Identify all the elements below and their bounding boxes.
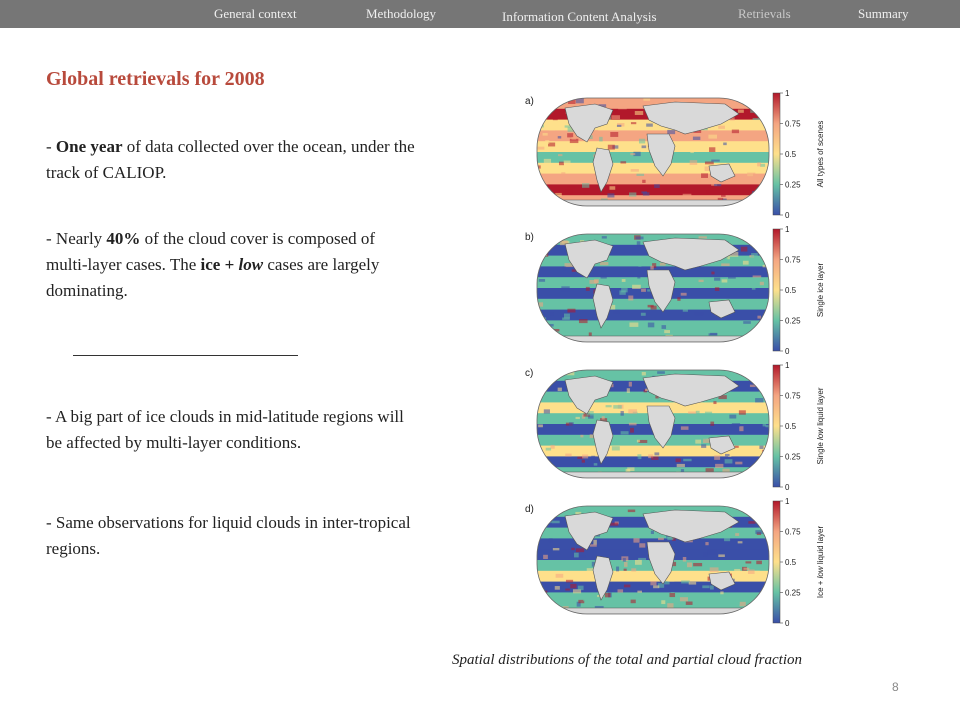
panel-letter: b)	[525, 232, 534, 243]
colorbar-tick-label: 0.75	[785, 119, 801, 129]
nav-summary[interactable]: Summary	[858, 6, 909, 21]
colorbar-tick-label: 0	[785, 619, 790, 628]
top-navigation-bar	[0, 0, 960, 28]
bullet-text: - Nearly	[46, 229, 107, 248]
colorbar-label: Single low liquid layer	[816, 387, 825, 465]
colorbar-tick-label: 0.75	[785, 527, 801, 537]
colorbar-tick-label: 1	[785, 361, 790, 370]
map-panel	[525, 225, 835, 356]
colorbar-tick-label: 0	[785, 483, 790, 492]
map-figure	[525, 497, 835, 628]
panel-letter: a)	[525, 96, 534, 107]
nav-retrievals[interactable]: Retrievals	[738, 6, 791, 21]
map-figure	[525, 89, 835, 220]
bullet-ice-clouds: - A big part of ice clouds in mid-latitude regions will be affected by multi-layer conditions.	[46, 407, 404, 452]
colorbar-label: Ice + low liquid layer	[816, 525, 825, 599]
ocean-field	[537, 234, 775, 346]
colorbar	[773, 229, 780, 351]
bullet-liquid-clouds: - Same observations for liquid clouds in inter-tropical regions.	[46, 513, 411, 558]
bullet-text: cases are largely dominating.	[46, 255, 380, 300]
colorbar-tick-label: 0.5	[785, 286, 797, 295]
colorbar	[773, 93, 780, 215]
colorbar-tick-label: 1	[785, 225, 790, 234]
bullet-bold-text: ice +	[200, 255, 235, 274]
colorbar-tick-label: 0	[785, 347, 790, 356]
bullet-text: of data collected over the ocean, under the track of CALIOP.	[46, 137, 415, 182]
bullet-bold-text: 40%	[106, 229, 141, 248]
colorbar-tick-label: 0.75	[785, 255, 801, 265]
colorbar-label: Single ice layer	[816, 262, 825, 318]
ocean-field	[537, 370, 776, 482]
bullet-text: -	[46, 137, 56, 156]
panel-letter: d)	[525, 504, 534, 515]
bullet-multilayer	[46, 226, 416, 304]
nav-methodology[interactable]: Methodology	[366, 6, 437, 21]
slide-title: Global retrievals for 2008	[46, 68, 265, 90]
map-figure	[525, 225, 835, 356]
colorbar-tick-label: 0.5	[785, 150, 797, 159]
colorbar-tick-label: 1	[785, 497, 790, 506]
colorbar	[773, 501, 780, 623]
colorbar-tick-label: 0.25	[785, 316, 801, 326]
colorbar-tick-label: 0	[785, 211, 790, 220]
map-panel	[525, 89, 835, 220]
bullet-bold-italic-text: low	[238, 255, 264, 274]
ocean-field	[537, 98, 773, 209]
colorbar-tick-label: 0.25	[785, 452, 801, 462]
colorbar-tick-label: 0.25	[785, 180, 801, 190]
ocean-field	[537, 506, 773, 616]
map-panel	[525, 361, 835, 492]
colorbar-label: All types of scenes	[816, 120, 825, 188]
page-number: 8	[892, 680, 899, 694]
map-figure	[525, 361, 835, 492]
bullet-text: of the cloud cover is composed of multi-layer cases. The	[46, 229, 376, 274]
bullet-one-year	[46, 134, 416, 186]
bullet-bold-text: One year	[55, 137, 123, 156]
colorbar-tick-label: 0.25	[785, 588, 801, 598]
nav-information-content-analysis[interactable]: Information Content Analysis	[502, 9, 657, 24]
figure-caption: Spatial distributions of the total and partial cloud fraction	[452, 652, 803, 668]
colorbar-tick-label: 0.5	[785, 558, 797, 567]
colorbar-tick-label: 0.75	[785, 391, 801, 401]
colorbar-tick-label: 1	[785, 89, 790, 98]
panel-letter: c)	[525, 368, 534, 379]
map-panel	[525, 497, 835, 628]
colorbar	[773, 365, 780, 487]
separator-line	[73, 355, 298, 356]
nav-general-context[interactable]: General context	[214, 6, 297, 21]
colorbar-tick-label: 0.5	[785, 422, 797, 431]
